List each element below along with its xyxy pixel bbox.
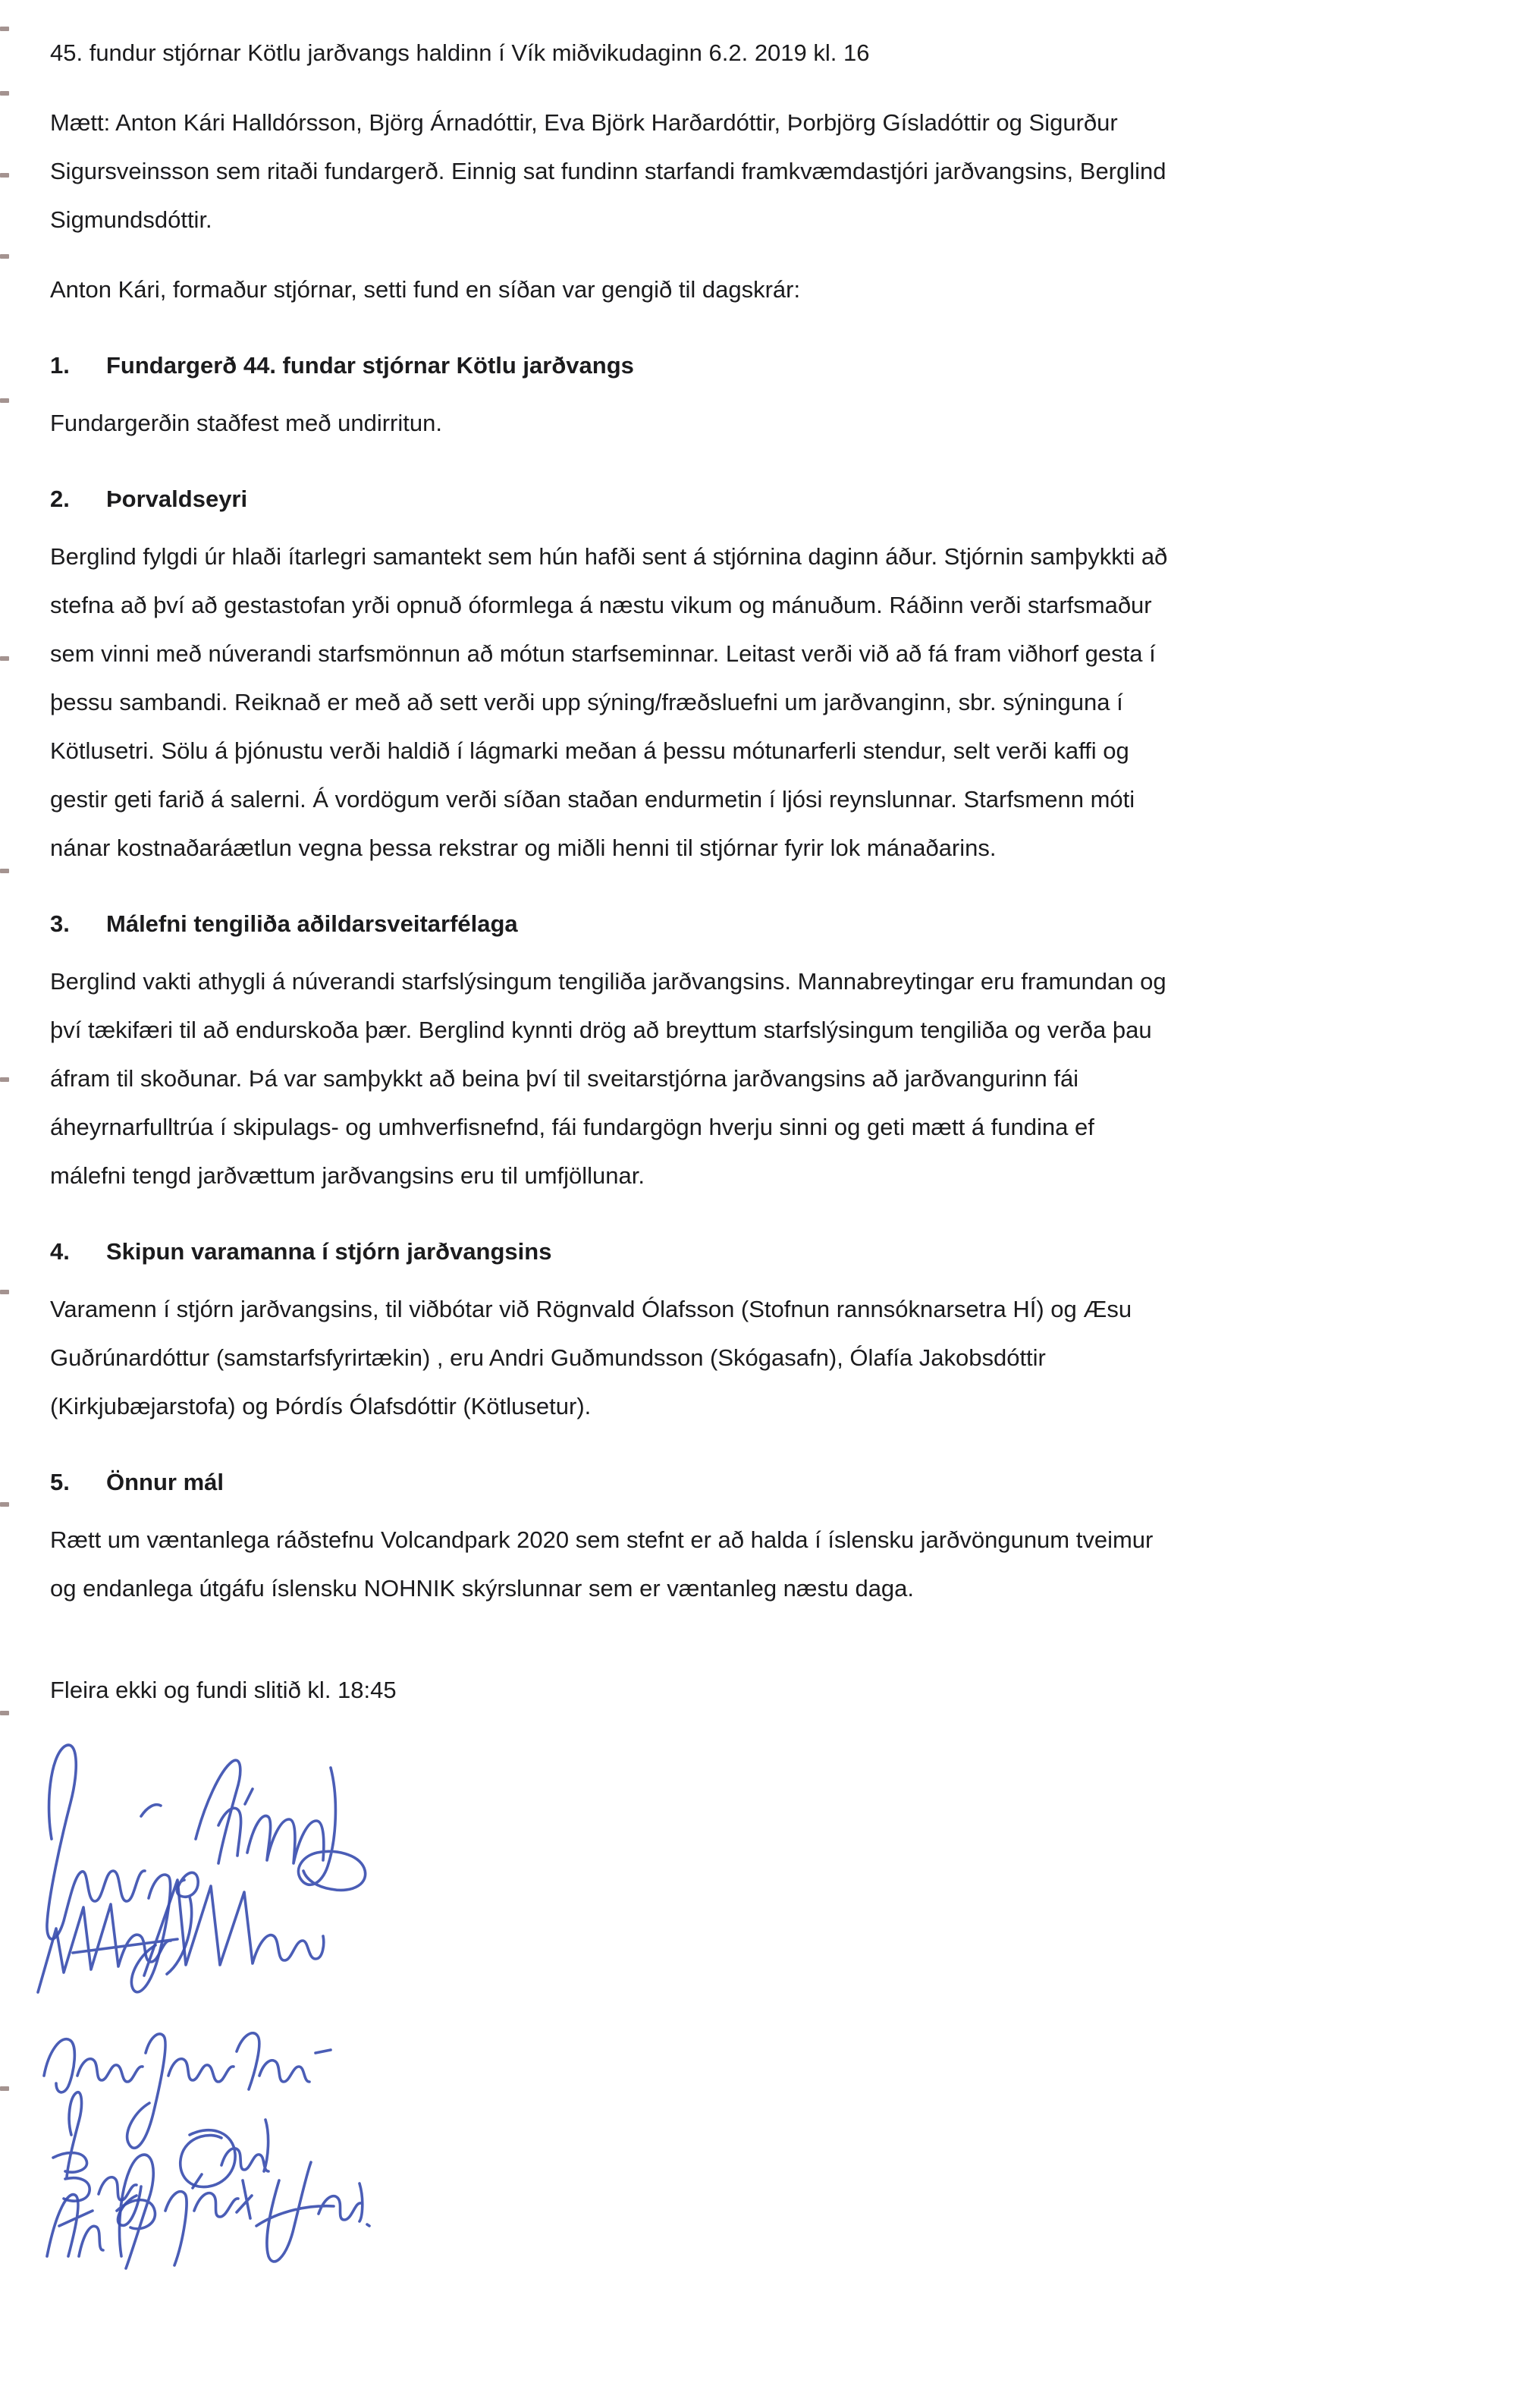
attendees-paragraph: Mætt: Anton Kári Halldórsson, Björg Árnadóttir, Eva Björk Harðardóttir, Þorbjörg Gísladóttir og Sigurður Sigursveinsson sem ritaði fundargerð. Einnig sat fundinn starfandi framkvæmdastjóri jarðvangsins, Berglind Sigmundsdóttir. [50, 109, 1166, 233]
scan-artifact [0, 1502, 9, 1507]
scan-artifact [0, 254, 9, 259]
scan-artifact [0, 398, 9, 403]
signature-stroke-5 [47, 2155, 369, 2268]
agenda-item-3 [50, 900, 1176, 1200]
agenda-heading-1 [50, 341, 1176, 390]
scan-artifact [0, 656, 9, 661]
agenda-number: 4. [50, 1238, 70, 1265]
signature-stroke-1b [196, 1760, 366, 1890]
scan-artifact [0, 1290, 9, 1294]
agenda-number: 5. [50, 1469, 70, 1495]
agenda-body-4: Varamenn í stjórn jarðvangsins, til viðbótar við Rögnvald Ólafsson (Stofnun rannsóknarsetra HÍ) og Æsu Guðrúnardóttur (samstarfsfyrirtækin) , eru Andri Guðmundsson (Skógasafn), Ólafía Jakobsdóttir (Kirkjubæjarstofa) og Þórdís Ólafsdóttir (Kötlusetur). [50, 1296, 1132, 1419]
closing-line: Fleira ekki og fundi slitið kl. 18:45 [50, 1677, 397, 1703]
signature-stroke-4 [53, 2092, 268, 2226]
agenda-heading-label: Þorvaldseyri [106, 486, 248, 512]
scan-artifact [0, 2086, 9, 2091]
document-title: 45. fundur stjórnar Kötlu jarðvangs haldinn í Vík miðvikudaginn 6.2. 2019 kl. 16 [50, 39, 870, 66]
agenda-number: 1. [50, 352, 70, 379]
signature-stroke-3 [44, 2033, 331, 2149]
agenda-number: 3. [50, 910, 70, 937]
agenda-body-3: Berglind vakti athygli á núverandi starfslýsingum tengiliða jarðvangsins. Mannabreytingar eru framundan og því tækifæri til að endurskoða þær. Berglind kynnti drög að breyttum starfslýsingum tengiliða og verða þau áfram til skoðunar. Þá var samþykkt að beina því til sveitarstjórna jarðvangsins að jarðvangurinn fái áheyrnarfulltrúa í skipulags- og umhverfisnefnd, fái fundargögn hverju sinni og geti mætt á fundina ef málefni tengd jarðvættum jarðvangsins eru til umfjöllunar. [50, 968, 1166, 1189]
agenda-heading-3 [50, 900, 1176, 948]
agenda-heading-label: Fundargerð 44. fundar stjórnar Kötlu jarðvangs [106, 352, 634, 379]
agenda-body-5: Rætt um væntanlega ráðstefnu Volcandpark 2020 sem stefnt er að halda í íslensku jarðvöngunum tveimur og endanlega útgáfu íslensku NOHNIK skýrslunnar sem er væntanleg næstu daga. [50, 1526, 1154, 1602]
agenda-heading-5 [50, 1458, 1176, 1507]
agenda-body-1: Fundargerðin staðfest með undirritun. [50, 410, 442, 436]
agenda-heading-label: Málefni tengiliða aðildarsveitarfélaga [106, 910, 518, 937]
scan-artifact [0, 173, 9, 178]
opening-paragraph: Anton Kári, formaður stjórnar, setti fund en síðan var gengið til dagskrár: [50, 276, 801, 303]
scan-artifact [0, 869, 9, 873]
agenda-item-1 [50, 341, 1176, 448]
scan-artifact [0, 91, 9, 96]
signatures-svg [29, 1725, 385, 2317]
agenda-heading-4 [50, 1228, 1176, 1276]
signature-block [29, 1725, 1176, 2321]
agenda-item-2 [50, 475, 1176, 872]
agenda-item-4 [50, 1228, 1176, 1431]
agenda-item-5 [50, 1458, 1176, 1613]
agenda-number: 2. [50, 486, 70, 512]
agenda-heading-label: Önnur mál [106, 1469, 224, 1495]
agenda-heading-2 [50, 475, 1176, 523]
scan-artifact [0, 1711, 9, 1715]
scan-artifact [0, 27, 9, 31]
agenda-body-2: Berglind fylgdi úr hlaði ítarlegri samantekt sem hún hafði sent á stjórnina daginn áður. Stjórnin samþykkti að stefna að því að gestastofan yrði opnuð óformlega á næstu vikum og mánuðum. Ráðinn verði starfsmaður sem vinni með núverandi starfsmönnun að mótun starfseminnar. Leitast verði við að fá fram viðhorf gesta í þessu sambandi. Reiknað er með að sett verði upp sýning/fræðsluefni um jarðvanginn, sbr. sýninguna í Kötlusetri. Sölu á þjónustu verði haldið í lágmarki meðan á þessu mótunarferli stendur, selt verði kaffi og gestir geti farið á salerni. Á vordögum verði síðan staðan endurmetin í ljósi reynslunnar. Starfsmenn móti nánar kostnaðaráætlun vegna þessa rekstrar og miðli henni til stjórnar fyrir lok mánaðarins. [50, 543, 1168, 861]
agenda-heading-label: Skipun varamanna í stjórn jarðvangsins [106, 1238, 552, 1265]
scan-artifact [0, 1077, 9, 1082]
